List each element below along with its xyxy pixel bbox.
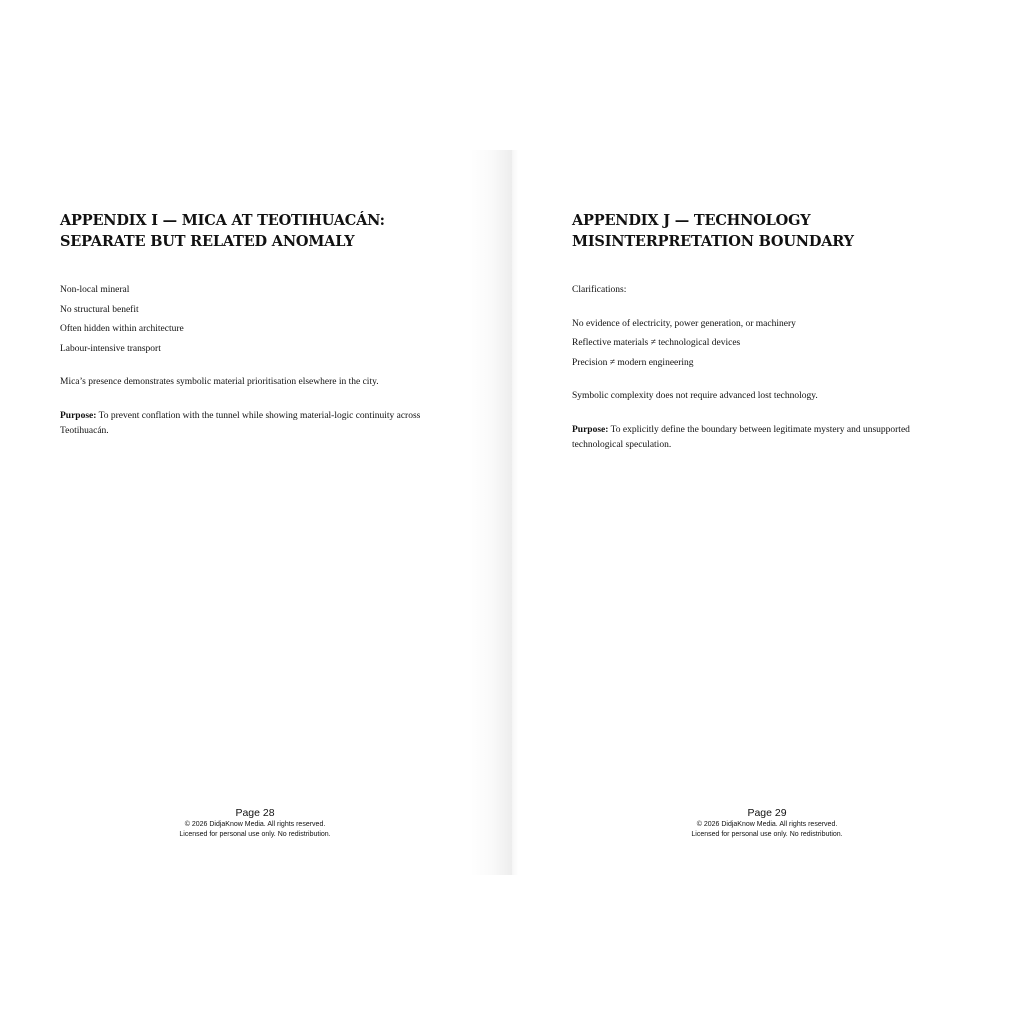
list-item: No evidence of electricity, power generation, or machinery bbox=[572, 318, 796, 329]
page-title: APPENDIX J — TECHNOLOGY MISINTERPRETATION BOUNDARY bbox=[572, 212, 854, 250]
copyright-notice: © 2026 DidjaKnow Media. All rights reserved. bbox=[696, 821, 838, 828]
right-page bbox=[572, 150, 962, 875]
page-footer bbox=[60, 807, 450, 839]
page-body bbox=[60, 283, 470, 439]
purpose-statement bbox=[572, 423, 962, 453]
list-item: Often hidden within architecture bbox=[60, 324, 184, 335]
body-paragraph: Symbolic complexity does not require advanced lost technology. bbox=[572, 391, 818, 402]
purpose-label: Purpose: bbox=[572, 424, 609, 435]
purpose-text: To prevent conflation with the tunnel while showing material-logic continuity across Teotihuacán. bbox=[60, 410, 421, 436]
intro-text: Clarifications: bbox=[572, 285, 627, 295]
license-notice: Licensed for personal use only. No redistribution. bbox=[179, 830, 331, 838]
page-gutter-shadow bbox=[470, 150, 512, 875]
page-title: APPENDIX I — MICA AT TEOTIHUACÁN: SEPARATE BUT RELATED ANOMALY bbox=[60, 212, 385, 250]
purpose-label: Purpose: bbox=[60, 410, 97, 421]
list-item: Labour-intensive transport bbox=[60, 343, 161, 354]
list-item: Precision ≠ modern engineering bbox=[572, 357, 694, 368]
license-notice: Licensed for personal use only. No redistribution. bbox=[691, 830, 843, 838]
purpose-statement bbox=[60, 409, 470, 439]
list-item: Non-local mineral bbox=[60, 285, 130, 295]
purpose-text: To explicitly define the boundary between legitimate mystery and unsupported technological speculation. bbox=[572, 424, 910, 450]
body-paragraph: Mica’s presence demonstrates symbolic material prioritisation elsewhere in the city. bbox=[60, 377, 379, 388]
page-number: Page 29 bbox=[747, 807, 787, 819]
page-footer bbox=[572, 807, 962, 839]
page-gutter-highlight bbox=[512, 150, 518, 875]
list-item: No structural benefit bbox=[60, 304, 139, 315]
list-item: Reflective materials ≠ technological devices bbox=[572, 338, 741, 349]
page-number: Page 28 bbox=[235, 807, 275, 819]
left-page bbox=[60, 150, 470, 875]
page-body bbox=[572, 283, 962, 453]
copyright-notice: © 2026 DidjaKnow Media. All rights reserved. bbox=[184, 821, 326, 828]
